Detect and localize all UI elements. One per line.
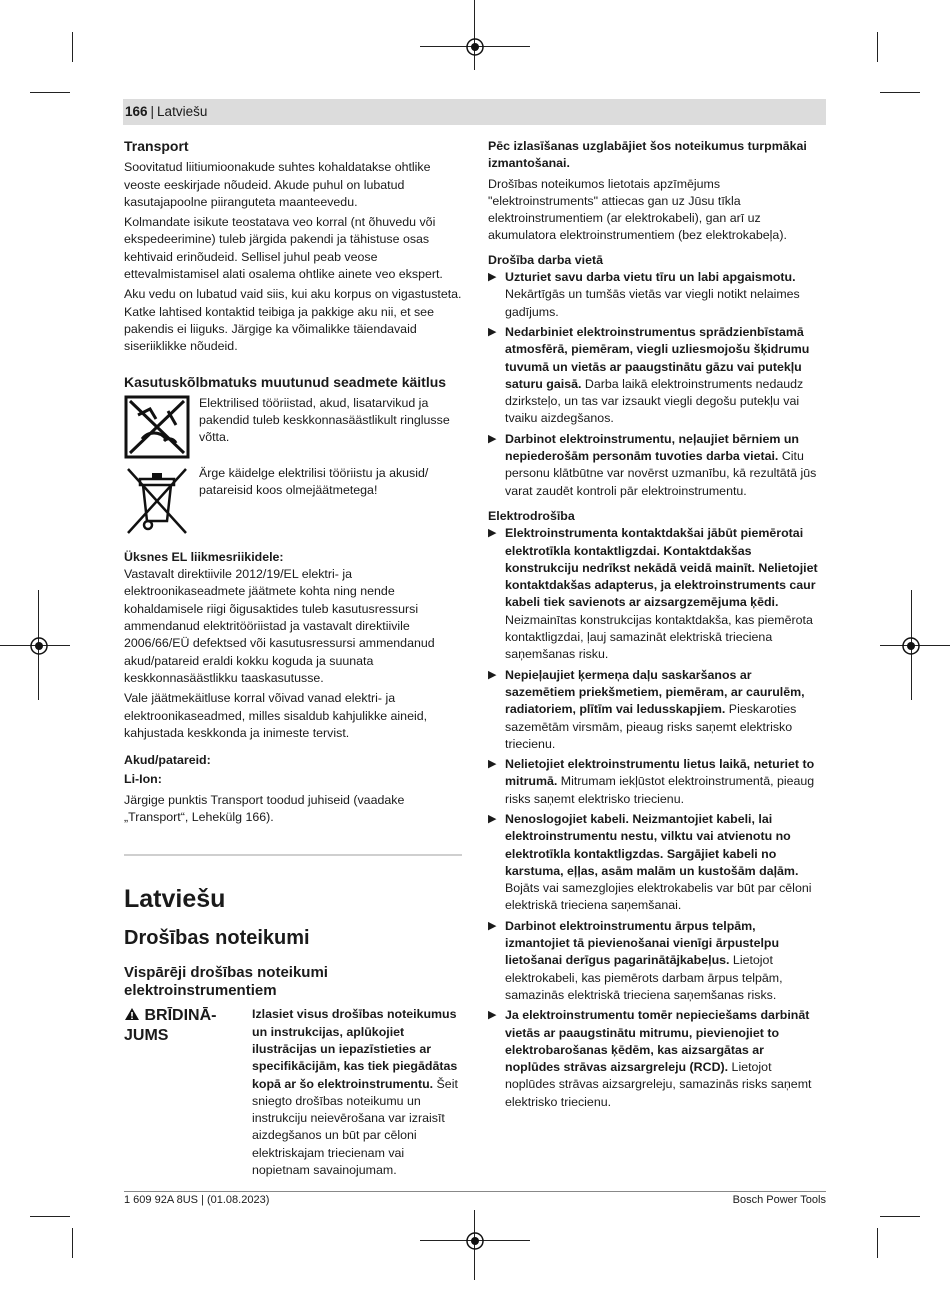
bullet-text: Pieskaroties sazemētām virsmām, pieaug risks saņemt elektrisko triecienu. — [505, 702, 797, 751]
eu-paragraph: Vale jäätmekäitluse korral võivad vanad elektri- ja elektroonikaseadmed, milles sisaldub kahjulikke aineid, kahjustada keskkonda ja inimeste tervist. — [124, 691, 428, 740]
batteries-heading: Akud/patareid: — [124, 753, 211, 768]
bullet-item — [488, 667, 820, 753]
eu-paragraph: Vastavalt direktiivile 2012/19/EL elektri- ja elektroonikaseadmete jäätmete kohta ning nende kohaldamisele riigi õigusaktides tuleb kasutusressursi ammendanud elektritööriistad ja vastavalt direktiivile 2006/66/EÜ defektsed või kasutusressursi ammendanud akud/patareid eraldi kokku koguda ja suunata keskkonnasäästlikku taaskasutusse. — [124, 567, 435, 685]
bullet-bold-text: Uzturiet savu darba vietu tīru un labi apgaismotu. — [505, 270, 796, 285]
transport-paragraph: Aku vedu on lubatud vaid siis, kui aku korpus on vigastusteta. Katke lahtised kontaktid teibiga ja pakkige aku nii, et see pakendis ei liiguks. Järgige ka võimalikke täiendavaid siseriiklikke nõudeid. — [124, 287, 462, 354]
crop-mark — [30, 1216, 70, 1217]
warning-text: Šeit sniegto drošības noteikumu un instrukciju neievērošana var izraisīt aizdegšanos un būt par cēloni elektriskajam triecienam vai nopietnam savainojumam. — [252, 1076, 458, 1177]
warning-bold-text: Izlasiet visus drošības noteikumus un instrukcijas, aplūkojiet ilustrācijas un iepazīstieties ar specifikācijām, kas tiek piegādātas kopā ar šo elektroinstrumentu. — [252, 1007, 458, 1091]
liion-text: Järgige punktis Transport toodud juhiseid (vaadake „Transport“, Lehekülg 166). — [124, 792, 405, 825]
page-footer — [124, 1191, 826, 1206]
footer-brand: Bosch Power Tools — [732, 1194, 826, 1206]
bullet-bold-text: Nenoslogojiet kabeli. Neizmantojiet kabeli, lai elektroinstrumentu nestu, vilktu vai atvienotu no elektrotīkla kontaktligzdas. Sargājiet kabeli no karstuma, eļļas, asām malām un kustošām daļām. — [505, 811, 799, 878]
work-area-heading: Drošība darba vietā — [488, 252, 604, 267]
bullet-bold-text: Darbinot elektroinstrumentu, neļaujiet bērniem un nepiederošām personām tuvoties darba vietai. — [505, 431, 799, 464]
bullet-item — [488, 525, 820, 663]
bullet-text: Neizmainītas konstrukcijas kontaktdakša, kas piemērota kontaktligzdai, ļauj samazināt elektriskā trieciena saņemšanas risku. — [505, 612, 813, 662]
bullet-arrow-icon: ▶ — [488, 812, 497, 825]
bullet-text: Lietojot noplūdes strāvas aizsargreleju, samazinās risks saņemt elektrisko triecienu. — [505, 1060, 812, 1109]
no-garbage-recycle-icon — [124, 395, 190, 459]
crop-mark — [30, 92, 70, 93]
crop-mark — [880, 1216, 920, 1217]
intro-text: Drošības noteikumos lietotais apzīmējums "elektroinstruments" attiecas gan uz Jūsu tīkla elektroinstrumentiem (ar elektrokabeli), gan arī uz akumulatora elektroinstrumentiem (bez elektrokabeļa). — [488, 176, 787, 243]
bullet-arrow-icon: ▶ — [488, 758, 497, 771]
bullet-text: Darba laikā elektroinstruments nedaudz dzirksteļo, un tas var izsaukt viegli degošu putekļu vai tvaiku aizdegšanos. — [505, 376, 804, 426]
bullet-bold-text: Nepieļaujiet ķermeņa daļu saskaršanos ar sazemētiem priekšmetiem, piemēram, ar caurulēm, radiatoriem, plītīm vai ledusskapjiem. — [505, 667, 805, 717]
liion-heading: Li-Ion: — [124, 772, 162, 787]
bullet-item — [488, 269, 820, 321]
registration-mark-icon — [463, 1229, 487, 1253]
right-column — [488, 138, 820, 1114]
crop-mark — [877, 1228, 878, 1258]
electrical-safety-heading: Elektrodrošība — [488, 508, 575, 523]
bullet-text: Nekārtīgās un tumšās vietās var viegli notikt nelaimes gadījums. — [505, 287, 800, 319]
footer-doc-id: 1 609 92A 8US | (01.08.2023) — [124, 1194, 270, 1206]
page-number: 166 — [125, 104, 148, 119]
bullet-text: Mitrumam iekļūstot elektroinstrumentā, pieaug risks saņemt elektrisko triecienu. — [505, 774, 815, 806]
general-safety-heading: Vispārēji drošības noteikumi elektroinstrumentiem — [124, 964, 328, 1000]
safety-title: Drošības noteikumi — [124, 927, 310, 950]
disposal-text: Elektrilised tööriistad, akud, lisatarvikud ja pakendid tuleb keskkonnasäästlikult ringlusse võtta. — [199, 395, 450, 445]
crop-mark — [880, 92, 920, 93]
electrical-safety-list — [488, 525, 820, 1111]
crossed-bin-icon — [124, 465, 190, 537]
bullet-bold-text: Elektroinstrumenta kontaktdakšai jābūt piemērotai elektrotīkla kontaktligzdai. Kontaktdakšas konstrukciju nedrīkst nekādā veidā mainīt. Nelietojiet kontaktdakšas adapterus, ja elektroinstruments caur kabeli tiek savienots ar aizsargzemējuma ķēdi. — [505, 526, 818, 610]
disposal-text: Ärge käidelge elektrilisi tööriistu ja akusid/ patareisid koos olmejäätmetega! — [199, 465, 429, 498]
bullet-arrow-icon: ▶ — [488, 432, 497, 445]
page-header: 166 | Latviešu — [123, 99, 826, 125]
bullet-bold-text: Darbinot elektroinstrumentu ārpus telpām, izmantojiet tā pievienošanai vienīgi ārpustelpu lietošanai derīgus pagarinātājkabeļus. — [505, 918, 780, 968]
bullet-text: Bojāts vai samezglojies elektrokabelis var būt par cēloni elektriskā trieciena saņemšanai. — [505, 881, 812, 913]
registration-mark-icon — [899, 634, 923, 658]
bullet-arrow-icon: ▶ — [488, 919, 497, 932]
intro-bold: Pēc izlasīšanas uzglabājiet šos noteikumus turpmākai izmantošanai. — [488, 139, 807, 171]
registration-mark-icon — [463, 35, 487, 59]
work-area-list — [488, 269, 820, 500]
bullet-bold-text: Nedarbiniet elektroinstrumentus sprādzienbīstamā atmosfērā, piemēram, viegli uzliesmojošu šķidrumu tuvumā un vietās ar paaugstinātu gāzu vai putekļu saturu gaisā. — [505, 324, 810, 391]
header-language: Latviešu — [157, 104, 208, 119]
bullet-bold-text: Ja elektroinstrumentu tomēr nepieciešams darbināt vietās ar paaugstinātu mitrumu, pievienojiet to elektrobarošanas ķēdēm, kas aizsargātas ar noplūdes strāvas aizsargreleju (RCD). — [505, 1008, 810, 1075]
bullet-arrow-icon: ▶ — [488, 325, 497, 338]
bullet-text: Lietojot elektrokabeli, kas piemērots darbam ārpus telpām, samazinās elektriskā trieciena saņemšanas risks. — [505, 953, 783, 1002]
crop-mark — [72, 1228, 73, 1258]
crop-mark — [877, 32, 878, 62]
bullet-item — [488, 811, 820, 915]
transport-paragraph: Soovitatud liitiumioonakude suhtes kohaldatakse ohtlike veoste eeskirjade nõudeid. Akude puhul on lubatud kasutajapoolne piiranguteta maanteevedu. — [124, 160, 431, 209]
bullet-item — [488, 756, 820, 808]
bullet-item — [488, 1007, 820, 1111]
bullet-item — [488, 324, 820, 428]
bullet-arrow-icon: ▶ — [488, 271, 497, 284]
warning-block — [124, 1006, 462, 1179]
warning-label: BRĪDINĀ- JUMS — [124, 1007, 217, 1045]
bullet-arrow-icon: ▶ — [488, 668, 497, 681]
registration-mark-icon — [27, 634, 51, 658]
transport-paragraph: Kolmandate isikute teostatava veo korral (nt õhuvedu või ekspedeerimine) tuleb järgida pakendi ja tähistuse osas kehtivaid erinõudeid. Sellisel juhul peab veose ettevalmistamisel alati osalema ohtlike ainete veo ekspert. — [124, 215, 443, 282]
crop-mark — [72, 32, 73, 62]
section-divider — [124, 854, 462, 856]
warning-triangle-icon — [124, 1007, 140, 1021]
transport-heading: Transport — [124, 138, 189, 154]
recycle-row — [124, 395, 462, 459]
bullet-text: Citu personu klātbūtne var novērst uzmanību, kā rezultātā jūs varat zaudēt kontroli pār elektroinstrumentu. — [505, 449, 817, 498]
language-title: Latviešu — [124, 885, 226, 914]
bullet-arrow-icon: ▶ — [488, 1009, 497, 1022]
bullet-bold-text: Nelietojiet elektroinstrumentu lietus laikā, neturiet to mitrumā. — [505, 757, 815, 789]
bullet-item — [488, 431, 820, 500]
eu-heading: Üksnes EL liikmesriikidele: — [124, 549, 284, 564]
bullet-item — [488, 918, 820, 1004]
left-column — [124, 138, 462, 1179]
disposal-heading: Kasutuskõlbmatuks muutunud seadmete käitlus — [124, 373, 447, 390]
bullet-arrow-icon: ▶ — [488, 527, 497, 540]
weee-row — [124, 465, 462, 537]
